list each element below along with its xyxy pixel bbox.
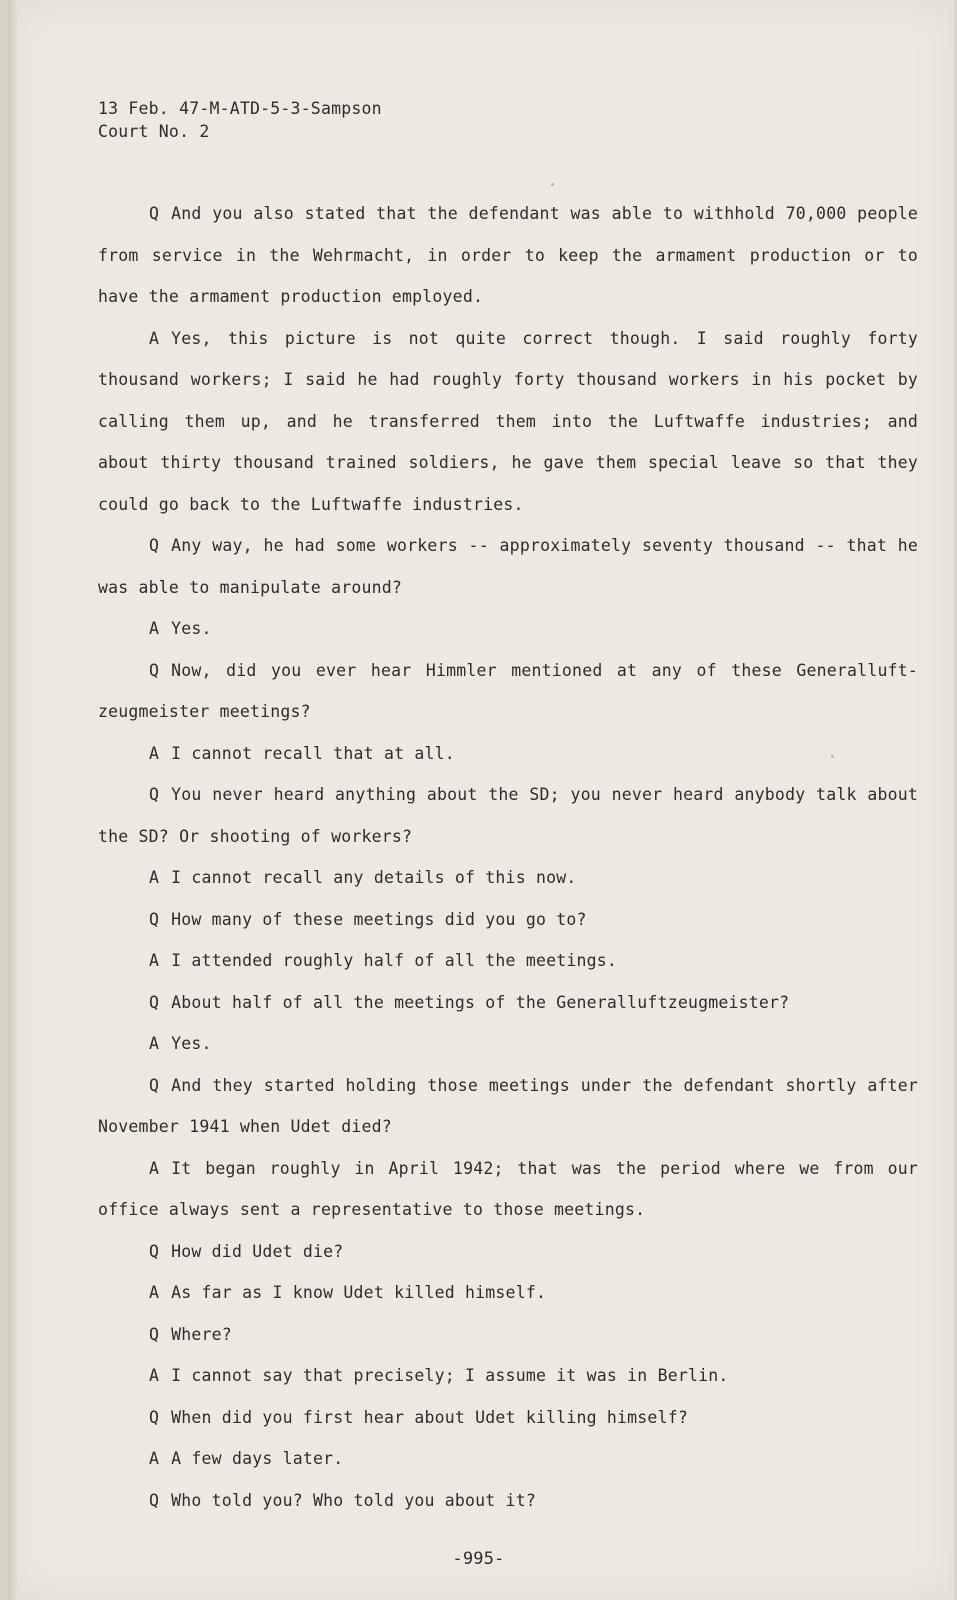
question-marker: Q	[149, 536, 160, 555]
header-court: Court No. 2	[98, 122, 210, 141]
transcript-paragraph	[98, 1148, 918, 1231]
transcript-paragraph	[98, 1023, 918, 1065]
page-edge	[8, 0, 18, 1600]
page-number: -995-	[452, 1549, 505, 1569]
question-marker: Q	[149, 1241, 160, 1261]
answer-marker: A	[149, 951, 160, 970]
question-marker: Q	[149, 204, 160, 223]
question-marker: Q	[149, 1407, 160, 1427]
transcript-paragraph	[98, 525, 918, 608]
question-marker: Q	[149, 1075, 160, 1095]
transcript-paragraph	[98, 774, 918, 857]
answer-marker: A	[149, 1158, 160, 1178]
answer-marker: A	[149, 743, 160, 763]
answer-marker: A	[149, 1283, 160, 1302]
transcript-text: I cannot recall that at all.	[171, 743, 455, 763]
transcript-paragraph	[98, 1397, 918, 1439]
transcript-paragraph	[98, 1355, 918, 1397]
answer-marker: A	[149, 868, 160, 887]
transcript-text: How did Udet die?	[171, 1241, 344, 1261]
transcript-paragraph	[98, 857, 918, 899]
transcript-paragraph	[98, 1231, 918, 1273]
transcript-text: Now, did you ever hear Himmler mentioned at any of these Generalluft- zeugmeister meetings?	[98, 660, 918, 721]
answer-marker: A	[149, 328, 160, 348]
transcript-paragraph	[98, 982, 918, 1024]
transcript-text: I cannot recall any details of this now.	[171, 868, 577, 887]
transcript-text: A few days later.	[171, 1449, 344, 1468]
question-marker: Q	[149, 909, 160, 929]
transcript-text: And they started holding those meetings under the defendant shortly after November 1941 when Udet died?	[98, 1075, 918, 1136]
question-marker: Q	[149, 785, 160, 804]
question-marker: Q	[149, 1324, 160, 1344]
transcript-paragraph	[98, 733, 918, 775]
transcript-text: I cannot say that precisely; I assume it was in Berlin.	[171, 1366, 729, 1385]
transcript-text: Where?	[171, 1324, 232, 1344]
transcript-paragraph	[98, 608, 918, 650]
document-header	[98, 97, 382, 143]
transcript-text: About half of all the meetings of the Generalluftzeugmeister?	[171, 992, 790, 1012]
answer-marker: A	[149, 1449, 160, 1468]
transcript-paragraph	[98, 650, 918, 733]
answer-marker: A	[149, 1034, 160, 1053]
transcript-paragraph	[98, 940, 918, 982]
transcript-text: Any way, he had some workers -- approximately seventy thousand -- that he was able to manipulate around?	[98, 536, 918, 597]
question-marker: Q	[149, 660, 160, 680]
transcript-text: As far as I know Udet killed himself.	[171, 1283, 547, 1302]
transcript-text: It began roughly in April 1942; that was the period where we from our office always sent a representative to those meetings.	[98, 1158, 918, 1219]
transcript-text: How many of these meetings did you go to?	[171, 909, 587, 929]
transcript-text: When did you first hear about Udet killing himself?	[171, 1407, 688, 1427]
transcript-body	[98, 193, 918, 1521]
transcript-text: And you also stated that the defendant was able to withhold 70,000 people from service in the Wehrmacht, in order to keep the armament production or to have the armament production employed.	[98, 204, 918, 306]
question-marker: Q	[149, 992, 160, 1012]
header-reference: 13 Feb. 47-M-ATD-5-3-Sampson	[98, 99, 382, 118]
transcript-text: Yes.	[171, 619, 212, 638]
transcript-paragraph	[98, 1480, 918, 1522]
transcript-text: Yes.	[171, 1034, 212, 1053]
paper-speck	[551, 183, 554, 186]
transcript-paragraph	[98, 193, 918, 318]
answer-marker: A	[149, 1366, 160, 1385]
transcript-text: I attended roughly half of all the meetings.	[171, 951, 618, 970]
transcript-paragraph	[98, 1314, 918, 1356]
transcript-paragraph	[98, 899, 918, 941]
question-marker: Q	[149, 1490, 160, 1510]
transcript-text: You never heard anything about the SD; you never heard anybody talk about the SD? Or shooting of workers?	[98, 785, 918, 846]
paper-speck	[831, 755, 834, 758]
transcript-paragraph	[98, 318, 918, 526]
transcript-text: Yes, this picture is not quite correct though. I said roughly forty thousand workers; I said he had roughly forty thousand workers in his pocket by calling them up, and he transferred them into the Luftwaffe industries; and about thirty thousand trained soldiers, he gave them special leave so that they could go back to the Luftwaffe industries.	[98, 328, 918, 514]
transcript-paragraph	[98, 1065, 918, 1148]
transcript-paragraph	[98, 1272, 918, 1314]
transcript-paragraph	[98, 1438, 918, 1480]
answer-marker: A	[149, 619, 160, 638]
transcript-text: Who told you? Who told you about it?	[171, 1490, 536, 1510]
